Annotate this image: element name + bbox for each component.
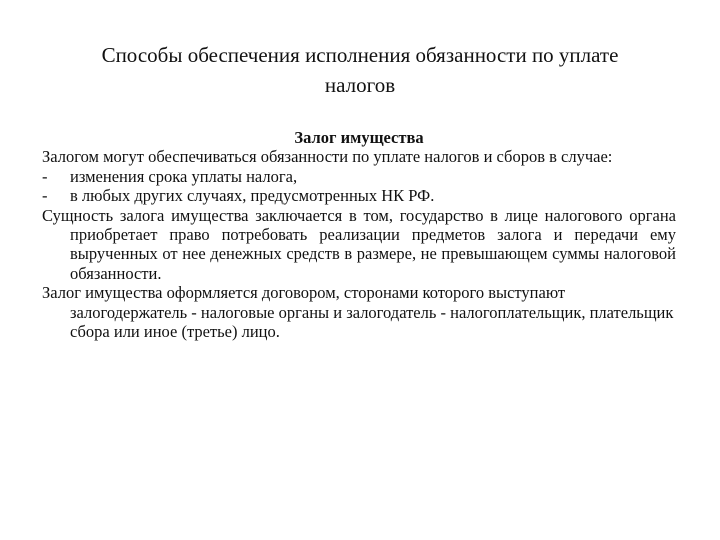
slide-title xyxy=(40,40,680,100)
intro-paragraph: Залогом могут обеспечиваться обязанности по уплате налогов и сборов в случае: xyxy=(42,147,613,167)
bullet-item xyxy=(42,186,676,205)
slide-title-line-1: Способы обеспечения исполнения обязанности по уплате xyxy=(101,43,619,67)
bullet-item xyxy=(42,167,676,186)
essence-paragraph: Сущность залога имущества заключается в том, государство в лице налогового органа приобретает право потребовать реализации предметов залога и передачи ему вырученных от нее денежных средств в размере, не превышающем суммы налоговой обязанности. xyxy=(42,205,676,283)
bullet-marker: - xyxy=(42,166,48,186)
slide-body xyxy=(42,128,676,341)
section-subheading: Залог имущества xyxy=(294,128,424,147)
bullet-marker: - xyxy=(42,186,48,206)
slide-title-line-2: налогов xyxy=(324,73,396,97)
contract-paragraph: Залог имущества оформляется договором, сторонами которого выступают залогодержатель - налоговые органы и залогодатель - налогоплательщик, плательщик сбора или иное (третье) лицо. xyxy=(42,283,674,342)
bullet-text: в любых других случаях, предусмотренных НК РФ. xyxy=(70,186,435,206)
bullet-text: изменения срока уплаты налога, xyxy=(70,166,298,186)
